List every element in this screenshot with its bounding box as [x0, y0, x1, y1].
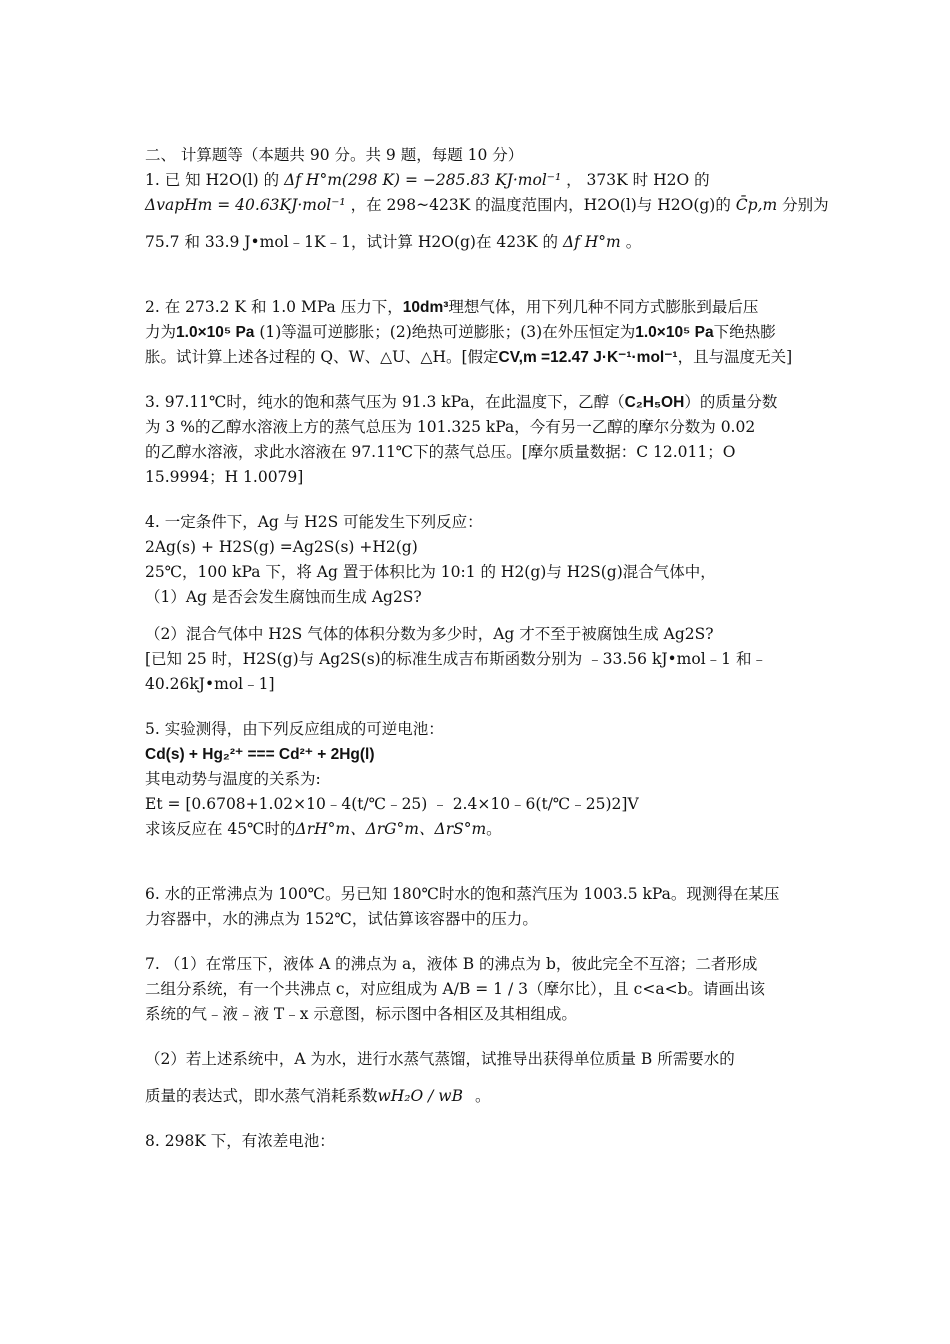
q3-text: 的乙醇水溶液，求此水溶液在 97.11℃下的蒸气总压。[摩尔质量数据：C 12.011；O [145, 443, 736, 461]
q7-ratio-formula: wH₂O / wB [377, 1087, 463, 1105]
question-3 [145, 390, 810, 490]
document-body [145, 143, 829, 1154]
q4-text: 40.26kJ•mol﹣1] [145, 675, 275, 693]
q1-enthalpy-formula: Δf H°m(298 K) = −285.83 KJ·mol⁻¹ [284, 171, 562, 189]
q4-part-2: （2）混合气体中 H2S 气体的体积分数为多少时，Ag 才不至于被腐蚀生成 Ag2S? [145, 625, 714, 643]
question-6 [145, 882, 810, 932]
q7-text: 质量的表达式，即水蒸气消耗系数 [145, 1087, 378, 1105]
q2-text: (1)等温可逆膨胀；(2)绝热可逆膨胀；(3)在外压恒定为 [259, 323, 636, 341]
q2-text: 胀。试计算上述各过程的 Q、W、△U、△H。[假定 [145, 348, 499, 366]
q5-text: 5. 实验测得，由下列反应组成的可逆电池： [145, 720, 444, 738]
q6-text: 6. 水的正常沸点为 100℃。另已知 180℃时水的饱和蒸汽压为 1003.5 kPa。现测得在某压 [145, 885, 780, 903]
q1-text: 1. 已 知 H2O(l) 的 [145, 171, 280, 189]
q1-text: ，在 298~423K 的温度范围内，H2O(l)与 H2O(g)的 [350, 196, 731, 214]
question-5 [145, 717, 810, 842]
question-2 [145, 295, 810, 370]
q2-text: 理想气体，用下列几种不同方式膨胀到最后压 [448, 298, 759, 316]
q5-cell-reaction: Cd(s) + Hg₂²⁺ === Cd²⁺ + 2Hg(l) [145, 746, 375, 763]
q5-thermo-formula: ΔrH°m、ΔrG°m、ΔrS°m [295, 820, 487, 838]
q8-text: 8. 298K 下，有浓差电池： [145, 1132, 335, 1150]
q4-text: [已知 25 时，H2S(g)与 Ag2S(s)的标准生成吉布斯函数分别为 ﹣33.56 kJ•mol﹣1 和﹣ [145, 650, 767, 668]
q7-text: 系统的气﹣液﹣液 T﹣x 示意图，标示图中各相区及其相组成。 [145, 1005, 577, 1023]
question-8 [145, 1129, 810, 1154]
q1-vap-formula: ΔvapHm = 40.63KJ·mol⁻¹ [145, 196, 346, 214]
q4-part-1: （1）Ag 是否会发生腐蚀而生成 Ag2S? [145, 588, 422, 606]
q3-text: 为 3 %的乙醇水溶液上方的蒸气总压为 101.325 kPa，今有另一乙醇的摩尔分数为 0.02 [145, 418, 756, 436]
q1-text: 。 [625, 233, 642, 251]
q2-text: 下绝热膨 [713, 323, 776, 341]
q5-text: 求该反应在 45℃时的 [145, 820, 296, 838]
q2-pressure-formula: 1.0×10⁵ Pa [635, 324, 714, 341]
question-4 [145, 510, 810, 697]
section-title: 二、 计算题等（本题共 90 分。共 9 题，每题 10 分） [145, 146, 524, 164]
q1-cp-formula: C̄p,m [735, 196, 778, 214]
q1-text: ， 373K 时 H2O 的 [566, 171, 710, 189]
question-1 [145, 168, 829, 255]
question-7 [145, 952, 810, 1109]
q4-text: 25℃，100 kPa 下，将 Ag 置于体积比为 10:1 的 H2(g)与 H2S(g)混合气体中， [145, 563, 716, 581]
q1-text: 分别为 [782, 196, 829, 214]
q2-text: 2. 在 273.2 K 和 1.0 MPa 压力下， [145, 298, 403, 316]
q7-text: 。 [474, 1087, 491, 1105]
q3-text: ）的质量分数 [684, 393, 778, 411]
q5-emf-equation: Et = [0.6708+1.02×10﹣4(t/℃﹣25) ﹣ 2.4×10﹣6(t/℃﹣25)2]V [145, 795, 639, 813]
q3-text: 3. 97.11℃时，纯水的饱和蒸气压为 91.3 kPa，在此温度下，乙醇（ [145, 393, 625, 411]
q1-text: 75.7 和 33.9 J•mol﹣1K﹣1，试计算 H2O(g)在 423K 的 [145, 233, 558, 251]
q2-volume-formula: 10dm³ [402, 299, 449, 316]
q5-text: 其电动势与温度的关系为: [145, 770, 321, 788]
q3-text: 15.9994；H 1.0079] [145, 468, 304, 486]
q3-ethanol-formula: C₂H₅OH [624, 394, 685, 411]
q4-text: 4. 一定条件下，Ag 与 H2S 可能发生下列反应： [145, 513, 483, 531]
q1-formation-formula: Δf H°m [562, 233, 621, 251]
q2-pressure-formula: 1.0×10⁵ Pa [176, 324, 255, 341]
q7-text: 二组分系统，有一个共沸点 c，对应组成为 A/B = 1 / 3（摩尔比），且 c<a<b。请画出该 [145, 980, 765, 998]
q7-text: 7. （1）在常压下，液体 A 的沸点为 a，液体 B 的沸点为 b，彼此完全不互溶；二者形成 [145, 955, 758, 973]
q2-text: 力为 [145, 323, 177, 341]
q2-cv-formula: CV,m =12.47 J·K⁻¹·mol⁻¹ [498, 349, 678, 366]
q7-part-2: （2）若上述系统中，A 为水，进行水蒸气蒸馏，试推导出获得单位质量 B 所需要水的 [145, 1050, 735, 1068]
q6-text: 力容器中，水的沸点为 152℃，试估算该容器中的压力。 [145, 910, 538, 928]
q2-text: ，且与温度无关] [677, 348, 793, 366]
q4-reaction: 2Ag(s) + H2S(g) =Ag2S(s) +H2(g) [145, 538, 418, 556]
q5-text: 。 [486, 820, 502, 838]
